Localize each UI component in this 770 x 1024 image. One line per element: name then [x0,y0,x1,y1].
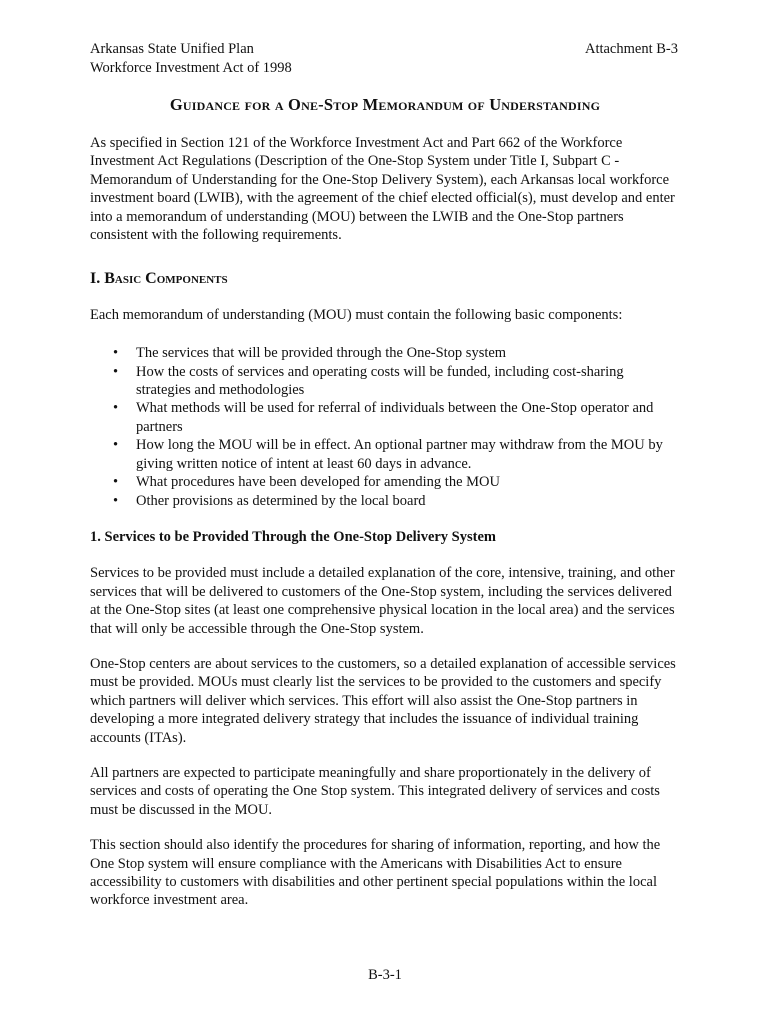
subsection-heading-services: 1. Services to be Provided Through the One-Stop Delivery System [90,528,496,545]
list-item-text: The services that will be provided through the One-Stop system [136,345,507,362]
document-title [90,95,680,115]
section-intro: Each memorandum of understanding (MOU) must contain the following basic components: [90,306,623,323]
list-item-text: How long the MOU will be in effect. An optional partner may withdraw from the MOU by giving written notice of intent at least 60 days in advance. [136,437,663,472]
list-item-text: What methods will be used for referral of individuals between the One-Stop operator and partners [136,400,654,435]
intro-paragraph: As specified in Section 121 of the Workforce Investment Act and Part 662 of the Workforce Investment Act Regulations (Description of the One-Stop System under Title I, Subpart C - Memorandum of Understanding for the One-Stop Delivery System), each Arkansas local workforce investment board (LWIB), with the agreement of the chief elected official(s), must develop and enter into a memorandum of understanding (MOU) between the LWIB and the One-Stop partners consistent with the following requirements. [90,135,675,244]
bullet-icon: • [113,492,119,509]
section-heading-basic-components: I. Basic Components [90,270,228,288]
header-plan-name: Arkansas State Unified Plan [90,41,254,57]
list-item-text: How the costs of services and operating costs will be funded, including cost-sharing strategies and methodologies [136,363,624,399]
bullet-icon: • [113,400,119,417]
list-item [90,363,682,400]
bullet-icon: • [113,437,119,454]
services-paragraph: Services to be provided must include a detailed explanation of the core, intensive, training, and other services that will be delivered to customers of the One-Stop system, including the services delivered at the One-Stop sites (at least one comprehensive physical location in the local area) and the services that will only be accessible through the One-Stop system. [90,565,675,637]
document-body [90,134,682,927]
bullet-icon: • [113,363,119,380]
bullet-icon: • [113,345,119,362]
components-list [90,344,682,510]
page-number: B-3-1 [368,967,402,983]
list-item [90,473,682,491]
services-paragraph: This section should also identify the procedures for sharing of information, reporting, and how the One Stop system will ensure compliance with the Americans with Disabilities Act to ensure accessibility to customers with disabilities and other pertinent special populations within the local workforce investment area. [90,837,661,909]
list-item [90,344,682,362]
header-act-name: Workforce Investment Act of 1998 [90,60,292,76]
list-item [90,492,682,510]
services-paragraph: All partners are expected to participate meaningfully and share proportionately in the delivery of services and costs of operating the One Stop system. This integrated delivery of services and costs must be discussed in the MOU. [90,764,660,818]
list-item [90,436,682,473]
document-title-text: Guidance for a One-Stop Memorandum of Understanding [169,95,601,114]
list-item [90,399,682,436]
bullet-icon: • [113,474,119,491]
list-item-text: What procedures have been developed for amending the MOU [136,474,500,491]
list-item-text: Other provisions as determined by the local board [136,492,426,509]
services-paragraph: One-Stop centers are about services to the customers, so a detailed explanation of accessible services must be provided. MOUs must clearly list the services to be provided to the customers and specify which partners will deliver which services. This effort will also assist the One-Stop partners in developing a more integrated delivery strategy that includes the issuance of individual training accounts (ITAs). [90,655,676,746]
header-attachment-label: Attachment B-3 [584,41,678,57]
header-left [90,40,292,78]
